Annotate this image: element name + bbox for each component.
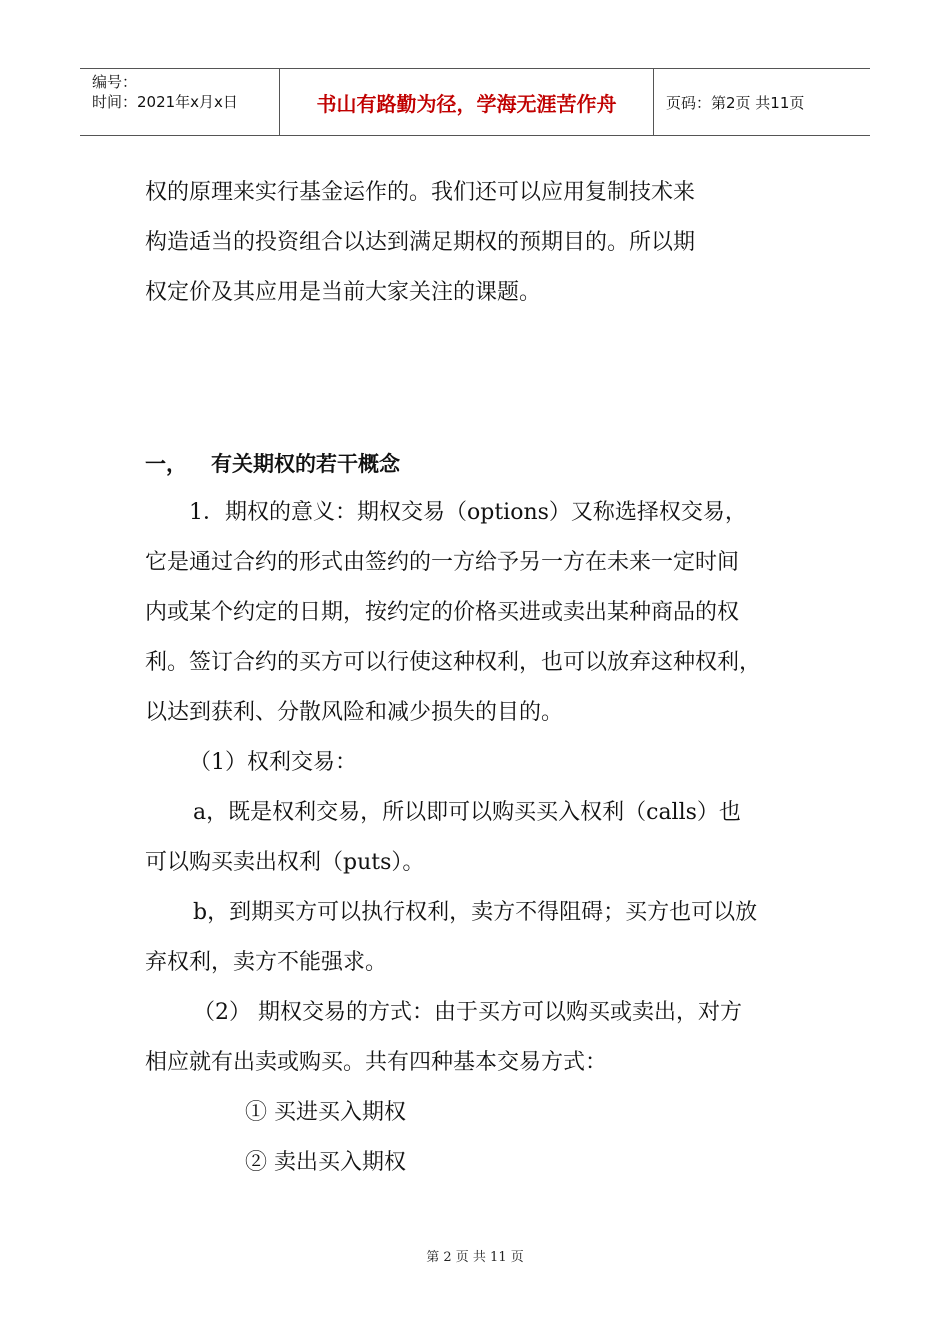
text-line: 相应就有出卖或购买。共有四种基本交易方式： bbox=[145, 1050, 608, 1075]
header-page-code: 页码：第2页 共11页 bbox=[666, 93, 805, 112]
text-line: 内或某个约定的日期，按约定的价格买进或卖出某种商品的权 bbox=[145, 600, 740, 625]
text-line: a，既是权利交易，所以即可以购买买入权利（calls）也 bbox=[193, 800, 741, 825]
list-item: ② 卖出买入期权 bbox=[245, 1150, 406, 1175]
text-line: 利。签订合约的买方可以行使这种权利，也可以放弃这种权利， bbox=[145, 650, 762, 675]
text-line: 可以购买卖出权利（puts）。 bbox=[145, 850, 425, 875]
text-line: 构造适当的投资组合以达到满足期权的预期目的。所以期 bbox=[145, 230, 696, 255]
text-line: （1）权利交易： bbox=[189, 750, 357, 775]
header-motto: 书山有路勤为径，学海无涯苦作舟 bbox=[280, 69, 654, 135]
text-line: （2） 期权交易的方式：由于买方可以购买或卖出，对方 bbox=[193, 1000, 742, 1025]
section-number: 一， bbox=[145, 452, 187, 476]
text-line: 权的原理来实行基金运作的。我们还可以应用复制技术来 bbox=[145, 180, 696, 205]
text-line: 1．期权的意义：期权交易（options）又称选择权交易， bbox=[189, 500, 747, 525]
text-line: 弃权利，卖方不能强求。 bbox=[145, 950, 388, 975]
text-line: 它是通过合约的形式由签约的一方给予另一方在未来一定时间 bbox=[145, 550, 740, 575]
text-line: 权定价及其应用是当前大家关注的课题。 bbox=[145, 280, 542, 305]
intro-paragraph bbox=[145, 168, 845, 318]
text-line: 以达到获利、分散风险和减少损失的目的。 bbox=[145, 700, 564, 725]
list-item: ① 买进买入期权 bbox=[245, 1100, 406, 1125]
time-label: 时间：2021年x月x日 bbox=[92, 93, 238, 111]
main-content bbox=[145, 488, 845, 1188]
section-title: 有关期权的若干概念 bbox=[211, 452, 400, 476]
number-label: 编号： bbox=[92, 73, 138, 91]
page-header bbox=[80, 68, 870, 136]
text-line: b，到期买方可以执行权利，卖方不得阻碍；买方也可以放 bbox=[193, 900, 758, 925]
section-heading bbox=[145, 448, 400, 478]
page-footer: 第 2 页 共 11 页 bbox=[426, 1250, 524, 1265]
header-meta bbox=[80, 69, 280, 135]
